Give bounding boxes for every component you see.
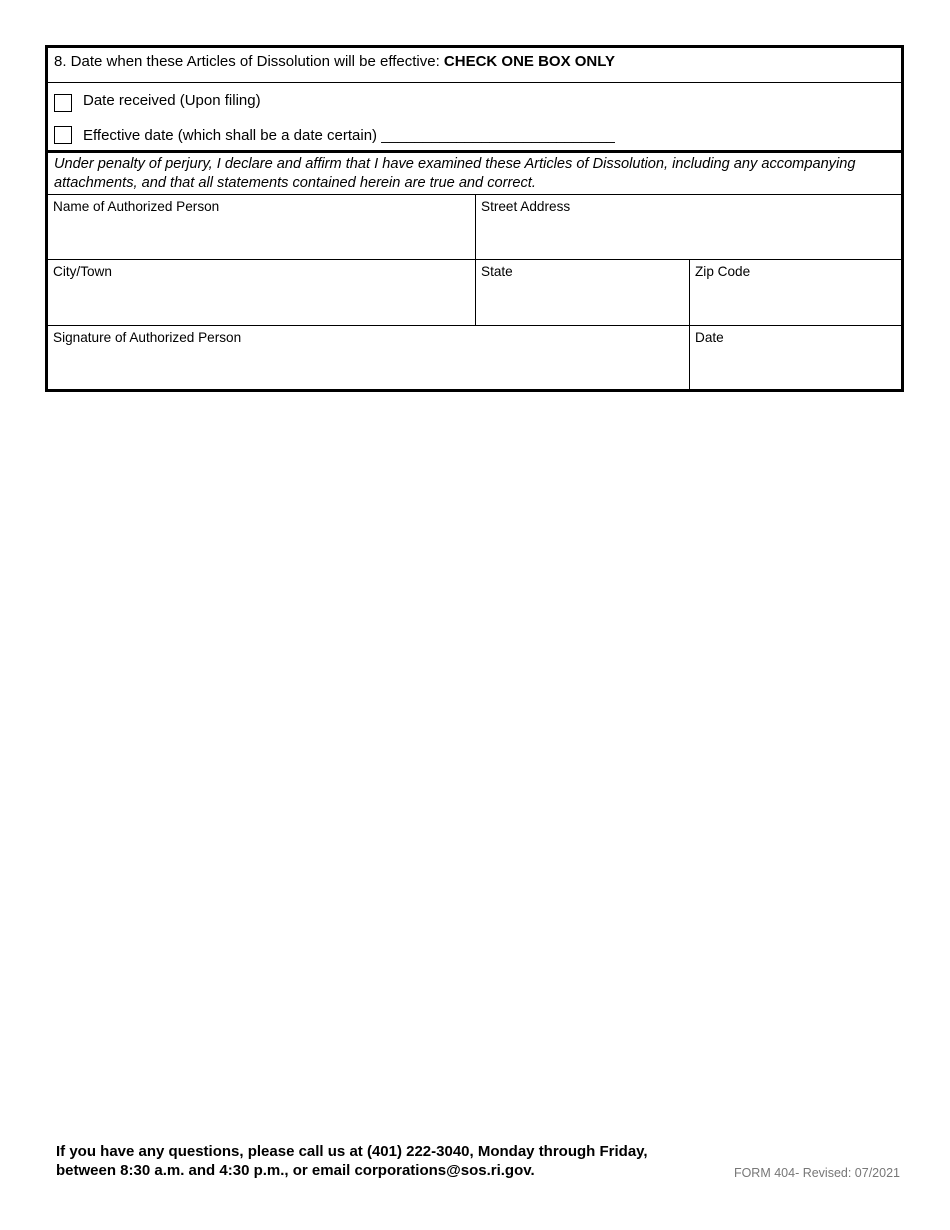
contact-note-line-2: between 8:30 a.m. and 4:30 p.m., or email corporations@sos.ri.gov. <box>56 1162 535 1179</box>
authorized-person-name-field[interactable] <box>48 195 475 259</box>
option-effective-date[interactable] <box>54 126 615 144</box>
attestation-row <box>48 153 901 195</box>
date-received-checkbox[interactable] <box>54 94 72 112</box>
zip-code-label: Zip Code <box>695 264 751 279</box>
city-town-label: City/Town <box>53 264 112 279</box>
street-address-label: Street Address <box>481 199 571 214</box>
effective-date-label: Effective date (which shall be a date certain) ____________________________ <box>83 126 615 144</box>
street-address-field[interactable] <box>475 195 901 259</box>
name-address-row <box>48 195 901 260</box>
date-received-label: Date received (Upon filing) <box>83 91 261 109</box>
attestation-text: Under penalty of perjury, I declare and affirm that I have examined these Articles of Dissolution, including any accompanying attachments, and that all statements contained herein are true and correct. <box>54 156 856 191</box>
contact-note-line-1: If you have any questions, please call us at (401) 222-3040, Monday through Friday, <box>56 1143 648 1160</box>
option-date-received[interactable] <box>54 88 261 112</box>
state-label: State <box>481 264 513 279</box>
section-8-heading-text: 8. Date when these Articles of Dissolution will be effective: <box>54 53 444 70</box>
dissolution-form-section <box>45 45 904 392</box>
signature-label: Signature of Authorized Person <box>53 330 242 345</box>
authorized-person-name-label: Name of Authorized Person <box>53 199 220 214</box>
signature-date-row <box>48 326 901 389</box>
signature-field[interactable] <box>48 326 689 389</box>
section-8-heading <box>54 53 615 70</box>
date-field[interactable] <box>689 326 901 389</box>
city-town-field[interactable] <box>48 260 475 325</box>
form-revision-label: FORM 404- Revised: 07/2021 <box>733 1166 900 1180</box>
zip-code-field[interactable] <box>689 260 901 325</box>
contact-note <box>56 1142 648 1180</box>
effective-date-options <box>48 83 901 153</box>
city-state-zip-row <box>48 260 901 326</box>
section-8-heading-row <box>48 48 901 83</box>
effective-date-checkbox[interactable] <box>54 126 72 144</box>
state-field[interactable] <box>475 260 689 325</box>
section-8-heading-emphasis: CHECK ONE BOX ONLY <box>443 53 616 70</box>
date-label: Date <box>695 330 724 345</box>
